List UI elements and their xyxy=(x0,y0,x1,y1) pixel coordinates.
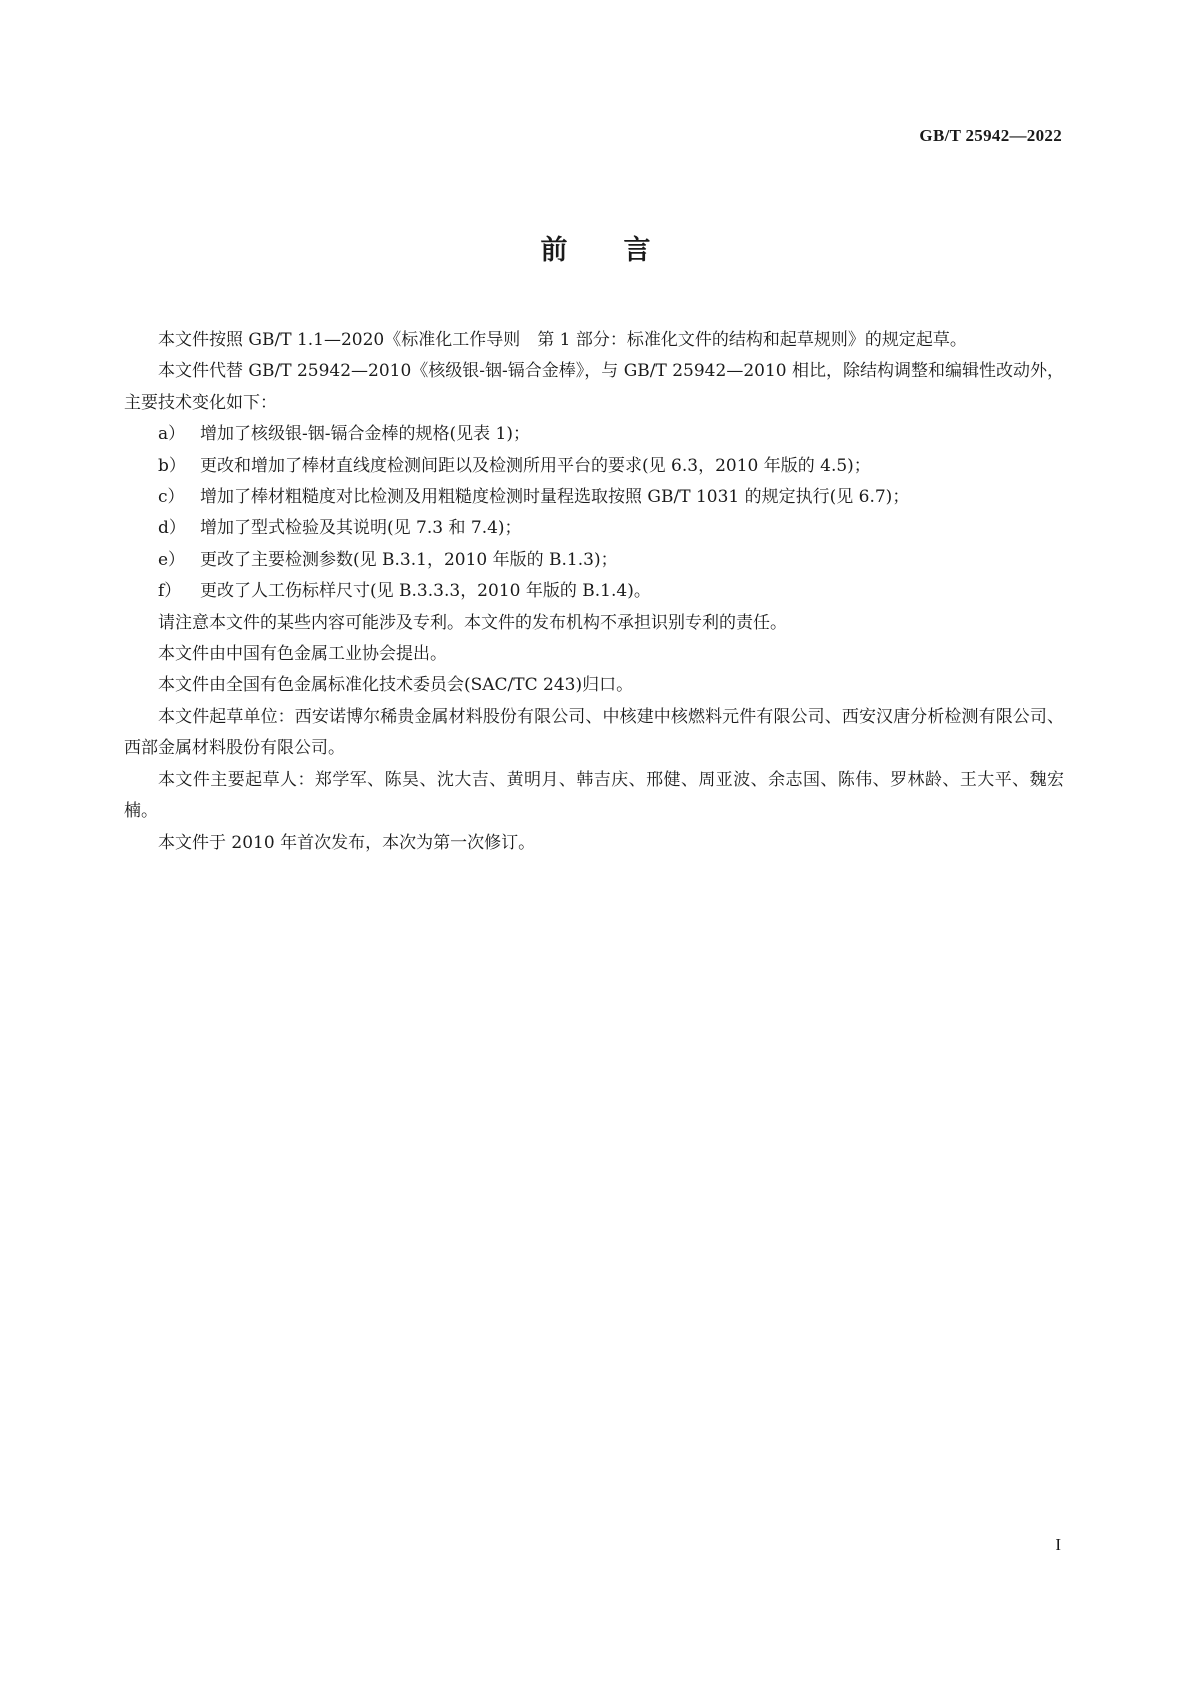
standard-code: GB/T 25942—2022 xyxy=(919,126,1062,145)
change-item-text: 增加了核级银-铟-镉合金棒的规格(见表 1)； xyxy=(200,424,530,445)
change-item-mark: d） xyxy=(158,518,186,539)
paragraph-replacement: 本文件代替 GB/T 25942—2010《核级银-铟-镉合金棒》，与 GB/T 25942—2010 相比，除结构调整和编辑性改动外，主要技术变化如下： xyxy=(124,361,1064,413)
change-item xyxy=(124,419,1064,450)
change-item-mark: a） xyxy=(158,424,186,445)
change-item-text: 增加了棒材粗糙度对比检测及用粗糙度检测时量程选取按照 GB/T 1031 的规定执行(见 6.7)； xyxy=(200,487,910,508)
change-item-mark: c） xyxy=(158,487,185,508)
change-item-text: 更改和增加了棒材直线度检测间距以及检测所用平台的要求(见 6.3，2010 年版的 4.5)； xyxy=(200,455,871,476)
change-item-text: 更改了人工伤标样尺寸(见 B.3.3.3，2010 年版的 B.1.4)。 xyxy=(200,581,651,602)
page-number: I xyxy=(1055,1535,1061,1554)
paragraph-history: 本文件于 2010 年首次发布，本次为第一次修订。 xyxy=(158,832,536,853)
page-title: 前言 xyxy=(540,235,707,266)
change-item-mark: e） xyxy=(158,549,186,570)
change-item-mark: f） xyxy=(158,581,182,602)
paragraph-drafters: 本文件主要起草人：郑学军、陈昊、沈大吉、黄明月、韩吉庆、邢健、周亚波、余志国、陈伟、罗林龄、王大平、魏宏楠。 xyxy=(124,769,1064,822)
paragraph-patent-notice: 请注意本文件的某些内容可能涉及专利。本文件的发布机构不承担识别专利的责任。 xyxy=(158,612,787,633)
change-item xyxy=(124,545,1064,576)
change-item xyxy=(124,513,1064,544)
change-item-mark: b） xyxy=(158,455,186,476)
paragraph-drafting-rules: 本文件按照 GB/T 1.1—2020《标准化工作导则 第 1 部分：标准化文件的结构和起草规则》的规定起草。 xyxy=(158,330,967,350)
change-item-text: 更改了主要检测参数(见 B.3.1，2010 年版的 B.1.3)； xyxy=(200,549,618,570)
paragraph-committee: 本文件由全国有色金属标准化技术委员会(SAC/TC 243)归口。 xyxy=(158,675,634,696)
paragraph-drafting-units: 本文件起草单位：西安诺博尔稀贵金属材料股份有限公司、中核建中核燃料元件有限公司、西安汉唐分析检测有限公司、西部金属材料股份有限公司。 xyxy=(124,706,1064,759)
change-item-text: 增加了型式检验及其说明(见 7.3 和 7.4)； xyxy=(200,518,522,539)
foreword-body xyxy=(124,325,1064,859)
change-item xyxy=(124,482,1064,513)
change-item xyxy=(124,576,1064,607)
paragraph-proposer: 本文件由中国有色金属工业协会提出。 xyxy=(158,644,447,665)
change-item xyxy=(124,451,1064,482)
